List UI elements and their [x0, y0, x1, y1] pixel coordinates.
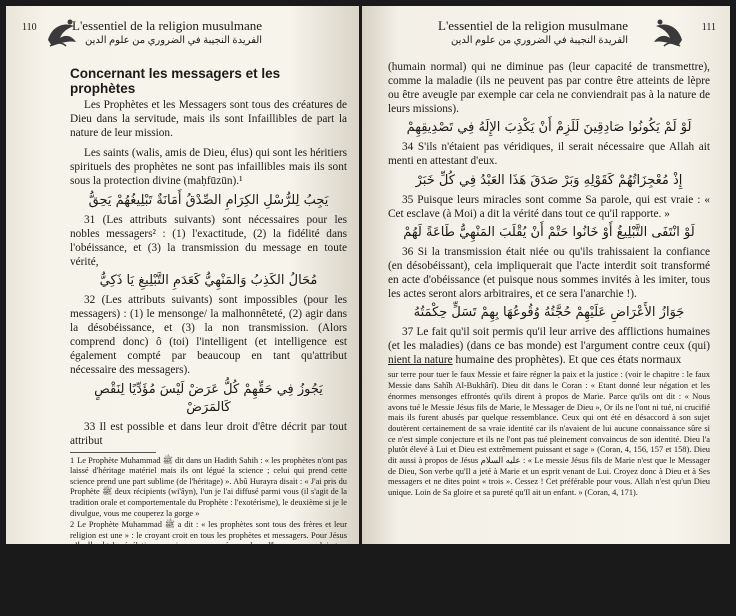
paragraph: (humain normal) qui ne diminue pas (leur capacité de transmettre), comme la maladie (ils ne peuvent pas par contre être atteints de lèpre ou être aveugle par exemple car cela ne conviendrait pas à la nature de leurs missions). — [388, 61, 710, 116]
arabic-verse: جَوَازُ الأَعْرَاضِ عَلَيْهِمْ حُجَّتُهُ وُقُوعُهَا بِهِمْ تَسَلٍّ حِكْمَتُهُ — [413, 305, 685, 321]
right-page — [362, 6, 730, 544]
page-header — [388, 14, 716, 60]
paragraph: 36 Si la transmission était niée ou qu'ils trahissaient la confiance (en désobéissant), cela impliquerait que l'acte interdit soit transformé en acte d'obéissance (et puisque nous sommes invités à les imiter, tous les actes seront alors arbitraires, et ce sera l'anarchie !). — [388, 245, 710, 301]
arabic-verse: إِذْ مُعْجِزَاتُهُمْ كَقَوْلِهِ وَبَرْ صَدَقَ هَذَا العَبْدُ فِي كُلِّ خَبَرْ — [415, 172, 683, 188]
page-header — [22, 14, 347, 60]
arabic-verse: لَوْ انْتَفَى التَّبْلِيغُ أَوْ خَانُوا حَتْمْ أَنْ يُقْلَبَ المَنْهِيُّ طَاعَةً لَهُمْ — [403, 224, 695, 240]
left-page — [6, 6, 359, 614]
footnote: 2 Le Prophète Muhammad ﷺ a dit : « les prophètes sont tous des frères et leur religion est une » : le croyant croit en tous les prophètes et messagers. Pour Jésus عليه السلام la révélation coranique a consacré une place d'honneur pour lui et sa mère la Vierge Marie (voir Coran, 19, Maryam (Marie)) : Jésus عليه السلام est un humain (une créature de Dieu) : il est le Verbe de Dieu et il a été créé de l'Esprit de Dieu : d'une mère sans père comme Adam a été créé sans père ni mère : de l'esprit de Dieu aussi (et d'argile). Pour les musulmans, Dieu a remplacé Jésus عليه السلام au moment où ses ennemis voulaient le crucifier et l'a élevé chez Lui. Il retournera à la fin des temps — [70, 520, 347, 614]
running-title-ar: الفريدة النجيبة في الضروري من علوم الدين — [85, 35, 263, 46]
arabic-verse: يَجِبُ لِلرُّسْلِ الكِرَامِ الصِّدْقُ أَمَانَةٌ تَبْلِيغُهُمْ يَحِقُّ — [88, 192, 329, 208]
arabic-verse: مُحَالُ الكَذِبُ وَالمَنْهِيُّ كَعَدَمِ التَّبْلِيغِ يَا ذَكِيُّ — [99, 272, 318, 288]
paragraph: 31 (Les attributs suivants) sont nécessaires pour les nobles messagers² : (1) l'exactitude, (2) la fidélité dans l'obéissance, et (3) la transmission du message en toute vérité, — [70, 213, 347, 268]
chapter-title: Concernant les messagers et les prophètes — [70, 66, 281, 96]
arabic-verse: يَجُوزُ فِي حَقِّهِمْ كُلُّ عَرَضْ لَيْسَ مُؤَدِّيًا لِنَقْصٍ كَالمَرَضْ — [94, 381, 323, 415]
paragraph: 32 (Les attributs suivants) sont impossibles (pour les messagers) : (1) le mensonge/ la malhonnêteté, (2) agir dans la désobéissance, et (3) la non transmission. (Alors comprend donc) ô (toi) l'intelligent (et intelligence est également compté par beaucoup en tant qu'attribut nécessaire des messagers). — [70, 293, 347, 377]
paragraph: 33 Il est possible et dans leur droit d'être décrit par tout attribut — [70, 420, 347, 447]
paragraph: 37 Le fait qu'il soit permis qu'il leur arrive des afflictions humaines (et les maladies) (dans ce bas monde) est l'argument contre ceux (qui) nient la nature humaine des prophètes). Et que ces états normaux — [388, 326, 710, 367]
footnote-continuation: sur terre pour tuer le faux Messie et faire régner la paix et la justice : (voir le chapitre : le faux Messie dans Sahîh Al-Bukhârî). Dieu dit dans le Coran : « Etant donné leur négation et les énormes mensonges effrontés qu'ils dirent à propos de Marie. Parce qu'ils ont dit : « Nous avons tué le Messie Jésus fils de Marie, le Messager de Dieu », Or ils ne l'ont ni tué, ni crucifié mais ils furent abusés par quelque ressemblance. Ceux qui ont été en désaccord à son sujet doutèrent certainement de sa vraie identité car ils n'avaient de lui aucune connaissance sûre si ce n'est simple conjecture et ils ne l'ont pas tué pleinement convaincus de son identité. Dieu l'a plutôt élevé à Lui et Dieu est extrêmement puissant et sage » (Coran, 4, 156, 157 et 158). Dieu dit aussi à propos de Jésus عليه السلام : « Le messie Jésus fils de Marie n'est que le Messager de Dieu, Son verbe qu'Il a jeté à Marie et un esprit venant de Lui. Croyez donc à Dieu et à Ses messagers et ne dites point « trois ». Cessez ! Cet préférable pour vous. Allah n'est qu'un Dieu unique. Loin de Sa gloire et sa pureté qu'Il ait un enfant. » (Coran, 4, 171). — [388, 370, 710, 498]
running-title — [438, 18, 628, 46]
page-number: 110 — [22, 22, 37, 33]
footnote: 1 Le Prophète Muhammad ﷺ dit dans un Hadith Sahih : « les prophètes n'ont pas laissé d'héritage matériel mais ils ont légué la science ; celui qui prend cette science prend une part sublime (de l'héritage) ». Abû Hurayra disait : « J'ai pris du Prophète ﷺ deux récipients (wi'âyn), l'un je l'ai diffusé parmi vous (il s'agit de la tradition orale et comportementale du Prophète : l'exotérisme), le deuxième si je le divulgue, vous me couperez la gorge » — [70, 455, 347, 518]
page-number: 111 — [701, 22, 716, 33]
running-title-fr: L'essentiel de la religion musulmane — [72, 18, 263, 33]
calligraphic-ornament-icon — [650, 16, 686, 50]
running-title-fr: L'essentiel de la religion musulmane — [438, 18, 629, 33]
paragraph: Les Prophètes et les Messagers sont tous des créatures de Dieu dans la servitude, mais ils sont Infaillibles de part la nature de leur mission. — [70, 99, 347, 140]
running-title-ar: الفريدة النجيبة في الضروري من علوم الدين — [451, 35, 629, 46]
paragraph: 34 S'ils n'étaient pas véridiques, il serait nécessaire que Allah ait menti en attestant d'eux. — [388, 141, 710, 168]
footnote-rule — [70, 452, 156, 453]
running-title — [72, 18, 262, 46]
arabic-verse: لَوْ لَمْ يَكُونُوا صَادِقِينَ لَلَزِمْ أَنْ يَكْذِبَ الإِلَهُ فِي تَصْدِيقِهِمْ — [406, 120, 692, 136]
paragraph: Les saints (walis, amis de Dieu, élus) qui sont les héritiers spirituels des prophètes ne sont pas infaillibles mais ils sont sous la protection divine (maḥfūzūn).¹ — [70, 147, 347, 188]
underlined-text: nient la nature — [388, 354, 453, 367]
paragraph: 35 Puisque leurs miracles sont comme Sa parole, qui est vraie : « Cet esclave (à Moi) a dit la vérité dans tout ce qu'il rapporte. » — [388, 193, 710, 220]
